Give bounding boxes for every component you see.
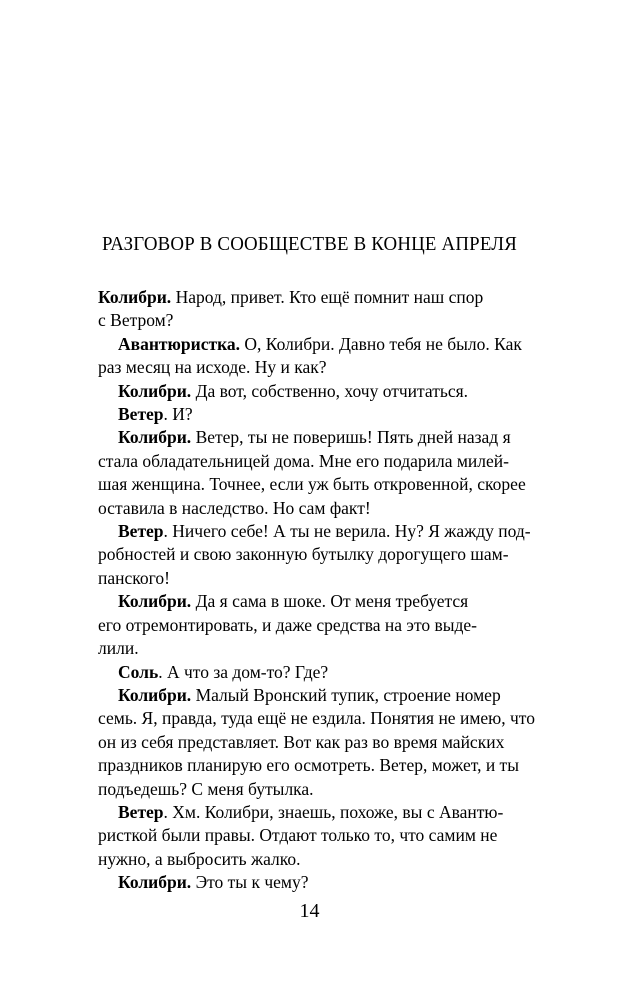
line-text: раз месяц на исходе. Ну и как? (98, 357, 327, 378)
line-text: его отремонтировать, и даже средства на это выде- лили. (98, 614, 478, 659)
paragraph (98, 426, 558, 520)
paragraph (98, 661, 558, 684)
paragraph (98, 380, 558, 403)
line-text: Народ, привет. Кто ещё помнит наш спор (175, 287, 484, 307)
line-text: стала обладательницей дома. Мне его подарила милей- шая женщина. Точнее, если уж быть откровенной, скорее оставила в наследство. Но сам факт! (98, 450, 526, 518)
paragraph (98, 801, 558, 871)
speaker-name: Колибри. (118, 427, 192, 448)
speaker-name: Колибри. (118, 684, 192, 705)
line-text: . Хм. Колибри, знаешь, похоже, вы с Авантю- (163, 801, 504, 822)
speaker-name: Колибри. (118, 380, 192, 401)
line-text: Да я сама в шоке. От меня требуется (195, 591, 469, 612)
speaker-name: Соль (118, 661, 159, 682)
paragraph (98, 403, 558, 426)
line-text: ристкой были правы. Отдают только то, что самим не нужно, а выбросить жалко. (98, 825, 498, 869)
paragraph (98, 520, 558, 590)
speaker-name: Ветер (118, 521, 164, 542)
line-text: Это ты к чему? (195, 872, 309, 893)
line-text: . А что за дом-то? Где? (158, 661, 329, 682)
page-number: 14 (299, 900, 320, 922)
speaker-name: Колибри. (98, 287, 172, 307)
speaker-name: Ветер (118, 801, 164, 822)
line-text: . Ничего себе! А ты не верила. Ну? Я жажду под- (163, 521, 531, 542)
line-text: Да вот, собственно, хочу отчитаться. (195, 380, 469, 401)
chapter-title: РАЗГОВОР В СООБЩЕСТВЕ В КОНЦЕ АПРЕЛЯ (101, 233, 518, 255)
line-text: семь. Я, правда, туда ещё не ездила. Понятия не имею, что он из себя представляет. Вот как раз во время майских праздников планирую его осмотреть. Ветер, может, и ты подъедешь? С меня бутылка. (98, 708, 535, 799)
speaker-name: Колибри. (118, 872, 192, 893)
paragraph (98, 590, 558, 660)
paragraph (98, 684, 558, 801)
line-text: Малый Вронский тупик, строение номер (195, 684, 501, 705)
line-text: Ветер, ты не поверишь! Пять дней назад я (195, 427, 511, 448)
paragraph (98, 871, 558, 894)
paragraph (98, 333, 558, 380)
line-text: . И? (163, 404, 193, 425)
dialogue-text (98, 286, 558, 895)
speaker-name: Ветер (118, 404, 164, 425)
paragraph (98, 286, 558, 333)
line-text: О, Колибри. Давно тебя не было. Как (244, 333, 522, 354)
line-text: робностей и свою законную бутылку дорогущего шам- панского! (98, 544, 509, 588)
line-text: с Ветром? (98, 310, 174, 331)
speaker-name: Колибри. (118, 591, 192, 612)
speaker-name: Авантюристка. (118, 333, 241, 354)
